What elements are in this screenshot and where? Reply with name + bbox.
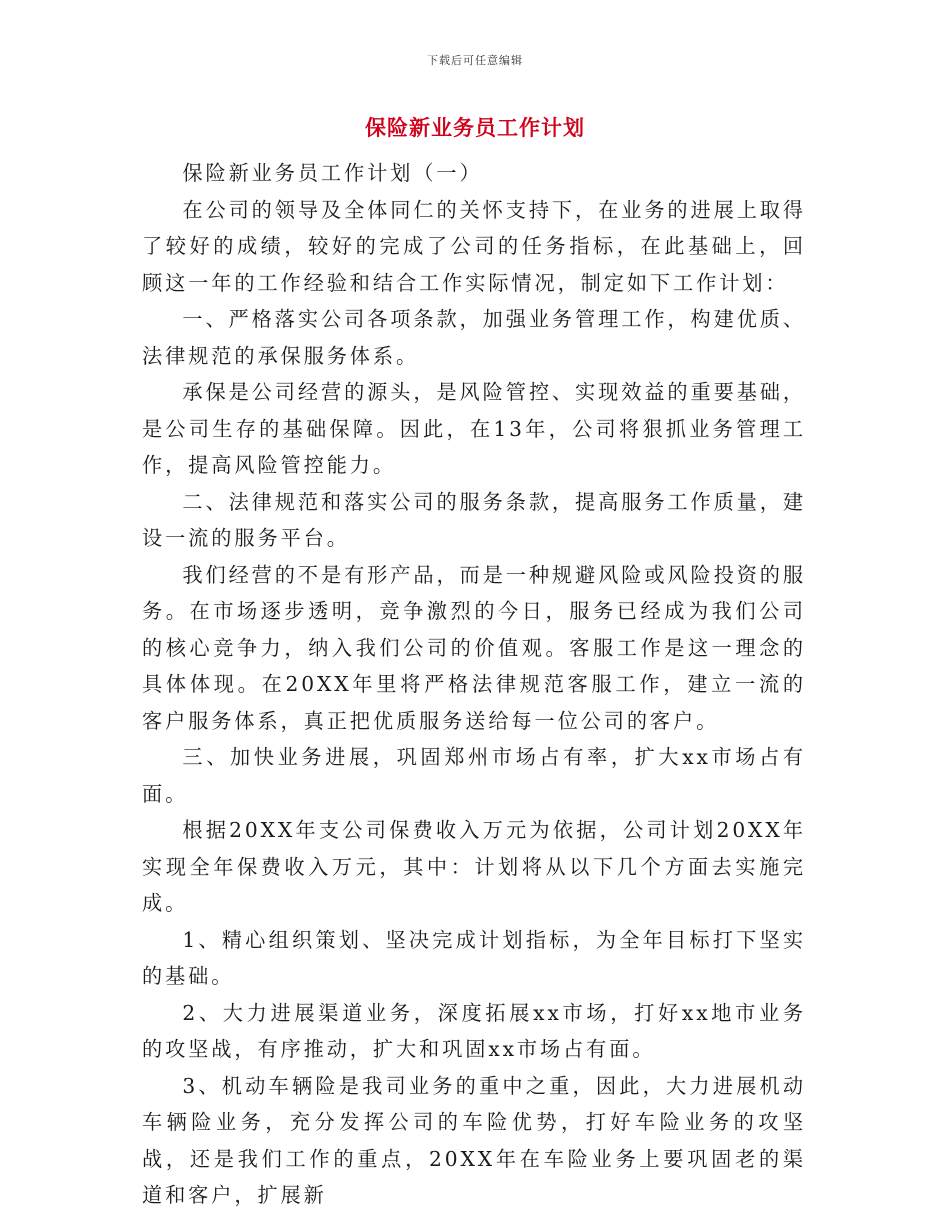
paragraph-subtitle: 保险新业务员工作计划（一） [182,161,483,185]
paragraph-section-heading: 三、加快业务进展，巩固郑州市场占有率，扩大xx市场占有面。 [142,745,806,806]
paragraph: 根据20XX年支公司保费收入万元为依据，公司计划20XX年实现全年保费收入万元，其中：计划将从以下几个方面去实施完成。 [142,818,806,915]
paragraph-list-item: 3、机动车辆险是我司业务的重中之重，因此，大力进展机动车辆险业务，充分发挥公司的车险优势，打好车险业务的攻坚战，还是我们工作的重点，20XX年在车险业务上要巩固老的渠道和客户，扩展新 [142,1073,806,1207]
paragraph: 承保是公司经营的源头，是风险管控、实现效益的重要基础，是公司生存的基础保障。因此，在13年，公司将狠抓业务管理工作，提高风险管控能力。 [142,380,806,477]
paragraph-list-item: 2、大力进展渠道业务，深度拓展xx市场，打好xx地市业务的攻坚战，有序推动，扩大和巩固xx市场占有面。 [142,1000,806,1061]
paragraph-section-heading: 一、严格落实公司各项条款，加强业务管理工作，构建优质、法律规范的承保服务体系。 [142,307,806,368]
document-body [142,155,806,1214]
document-title: 保险新业务员工作计划 [365,115,585,140]
paragraph: 我们经营的不是有形产品，而是一种规避风险或风险投资的服务。在市场逐步透明，竞争激烈的今日，服务已经成为我们公司的核心竞争力，纳入我们公司的价值观。客服工作是这一理念的具体体现。在20XX年里将严格法律规范客服工作，建立一流的客户服务体系，真正把优质服务送给每一位公司的客户。 [142,562,806,733]
paragraph-section-heading: 二、法律规范和落实公司的服务条款，提高服务工作质量，建设一流的服务平台。 [142,489,806,550]
paragraph: 在公司的领导及全体同仁的关怀支持下，在业务的进展上取得了较好的成绩，较好的完成了公司的任务指标，在此基础上，回顾这一年的工作经验和结合工作实际情况，制定如下工作计划： [142,197,806,295]
header-note: 下载后可任意编辑 [427,54,523,67]
paragraph-list-item: 1、精心组织策划、坚决完成计划指标，为全年目标打下坚实的基础。 [142,927,806,988]
